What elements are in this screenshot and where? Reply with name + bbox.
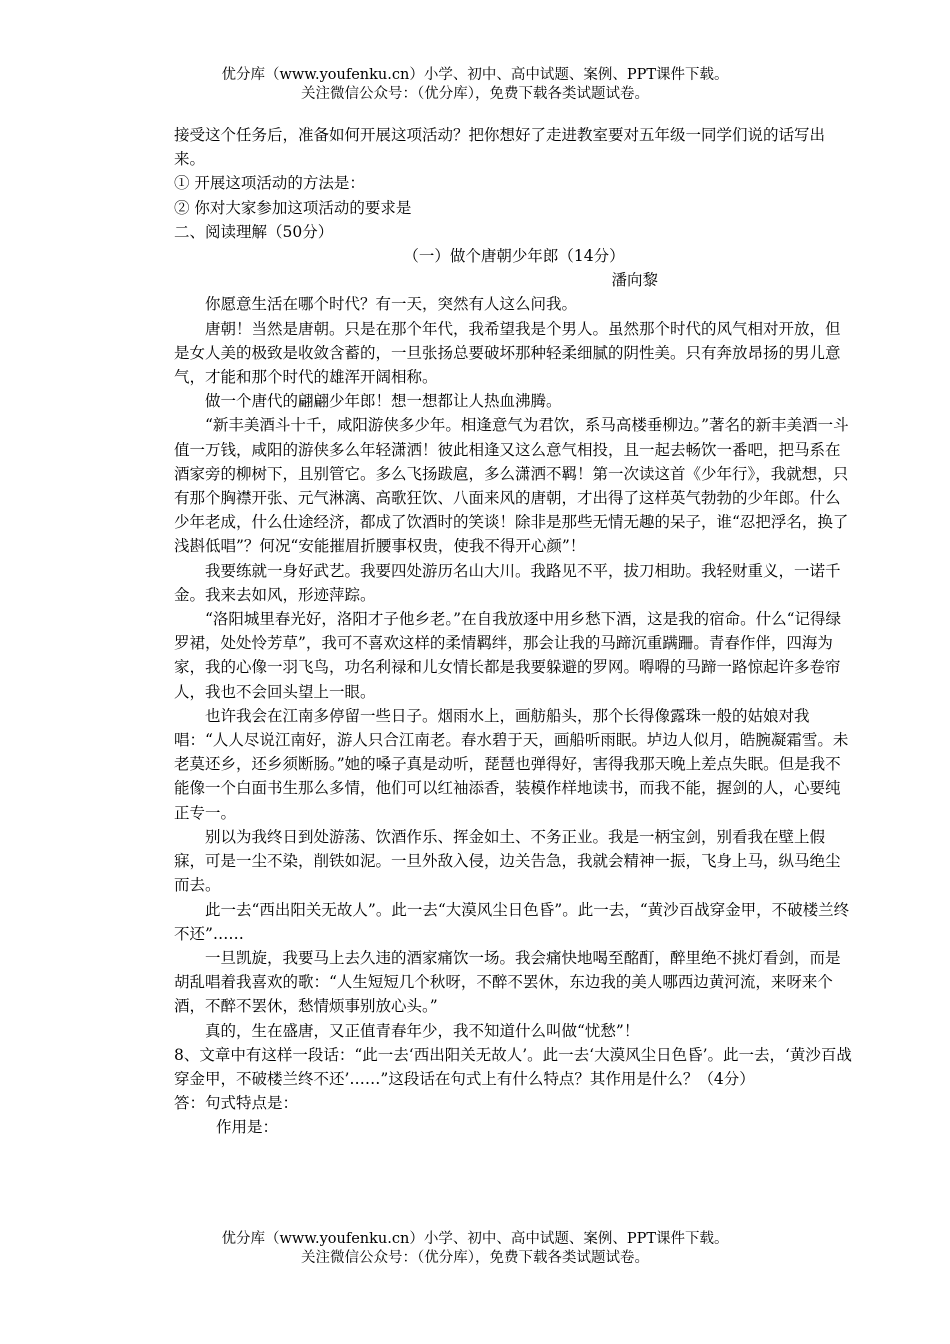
article-paragraph: 别以为我终日到处游荡、饮酒作乐、挥金如土、不务正业。我是一柄宝剑，别看我在壁上假寐，可是一尘不染，削铁如泥。一旦外敌入侵，边关告急，我就会精神一振，飞身上马，纵马绝尘而去。 bbox=[174, 827, 841, 895]
footer-line-2: 关注微信公众号：（优分库），免费下载各类试题试卷。 bbox=[301, 1250, 649, 1266]
page-header bbox=[0, 66, 950, 104]
article-paragraph: “新丰美酒斗十千，咸阳游侠多少年。相逢意气为君饮，系马高楼垂柳边。”著名的新丰美酒一斗值一万钱，咸阳的游侠多么年轻潇洒！彼此相逢又这么意气相投，且一起去畅饮一番吧，把马系在酒家旁的柳树下，且别管它。多么飞扬跋扈，多么潇洒不羁！第一次读这首《少年行》，我就想，只有那个胸襟开张、元气淋漓、高歌狂饮、八面来风的唐朝，才出得了这样英气勃勃的少年郎。什么少年老成，什么仕途经济，都成了饮酒时的笑谈！除非是那些无情无趣的呆子，谁“忍把浮名，换了浅斟低唱”？何况“安能摧眉折腰事权贵，使我不得开心颜”！ bbox=[174, 416, 849, 556]
article-paragraph: “洛阳城里春光好，洛阳才子他乡老。”在自我放逐中用乡愁下酒，这是我的宿命。什么“记得绿罗裙，处处怜芳草”，我可不喜欢这样的柔情羁绊，那会让我的马蹄沉重蹒跚。青春作伴，四海为家，我的心像一羽飞鸟，功名利禄和儿女情长都是我要躲避的罗网。嘚嘚的马蹄一路惊起许多卷帘人，我也不会回头望上一眼。 bbox=[174, 610, 842, 701]
task-prompt: 接受这个任务后，准备如何开展这项活动？把你想好了走进教室要对五年级一同学们说的话写出来。 bbox=[174, 126, 826, 169]
question-8: 8、文章中有这样一段话：“此一去‘西出阳关无故人’。此一去‘大漠风尘日色昏’。此一去，‘黄沙百战穿金甲，不破楼兰终不还’……”这段话在句式上有什么特点？其作用是什么？（4分） bbox=[174, 1045, 852, 1088]
article-paragraph: 做一个唐代的翩翩少年郎！想一想都让人热血沸腾。 bbox=[205, 392, 562, 411]
document-body bbox=[174, 123, 854, 1140]
answer-label: 答：句式特点是： bbox=[174, 1094, 299, 1113]
article-paragraph: 也许我会在江南多停留一些日子。烟雨水上，画舫船头，那个长得像露珠一般的姑娘对我唱：“人人尽说江南好，游人只合江南老。春水碧于天，画船听雨眠。垆边人似月，皓腕凝霜雪。未老莫还乡，还乡须断肠。”她的嗓子真是动听，琵琶也弹得好，害得我那天晚上差点失眠。但是我不能像一个白面书生那么多情，他们可以红袖添香，装模作样地读书，而我不能，握剑的人，心要纯正专一。 bbox=[174, 706, 849, 822]
effect-label: 作用是： bbox=[216, 1118, 279, 1137]
page-footer bbox=[0, 1230, 950, 1268]
article-title: （一）做个唐朝少年郎（14分） bbox=[403, 247, 625, 266]
article-paragraph: 我要练就一身好武艺。我要四处游历名山大川。我路见不平，拔刀相助。我轻财重义，一诺千金。我来去如风，形迹萍踪。 bbox=[174, 561, 841, 604]
footer-line-1: 优分库（www.youfenku.cn）小学、初中、高中试题、案例、PPT课件下载。 bbox=[221, 1231, 729, 1247]
header-line-2: 关注微信公众号：（优分库），免费下载各类试题试卷。 bbox=[301, 86, 649, 102]
article-paragraph: 真的，生在盛唐，又正值青春年少，我不知道什么叫做“忧愁”！ bbox=[205, 1021, 640, 1040]
article-paragraph: 唐朝！当然是唐朝。只是在那个年代，我希望我是个男人。虽然那个时代的风气相对开放，但是女人美的极致是收敛含蓄的，一旦张扬总要破坏那种轻柔细腻的阴性美。只有奔放昂扬的男儿意气，才能和那个时代的雄浑开阔相称。 bbox=[174, 319, 841, 387]
article-paragraph: 一旦凯旋，我要马上去久违的酒家痛饮一场。我会痛快地喝至酩酊，醉里绝不挑灯看剑，而是胡乱唱着我喜欢的歌：“人生短短几个秋呀，不醉不罢休，东边我的美人哪西边黄河流，来呀来个酒，不醉不罢休，愁情烦事别放心头。” bbox=[174, 948, 841, 1016]
header-line-1: 优分库（www.youfenku.cn）小学、初中、高中试题、案例、PPT课件下载。 bbox=[221, 67, 729, 83]
article-paragraph: 此一去“西出阳关无故人”。此一去“大漠风尘日色昏”。此一去，“黄沙百战穿金甲，不破楼兰终不还”…… bbox=[174, 900, 850, 943]
requirement-item: ② 你对大家参加这项活动的要求是 bbox=[174, 198, 412, 217]
article-author: 潘向黎 bbox=[611, 271, 658, 290]
article-paragraph: 你愿意生活在哪个时代？有一天，突然有人这么问我。 bbox=[205, 295, 578, 314]
method-item: ① 开展这项活动的方法是： bbox=[174, 174, 365, 193]
section-title: 二、阅读理解（50分） bbox=[174, 222, 334, 241]
